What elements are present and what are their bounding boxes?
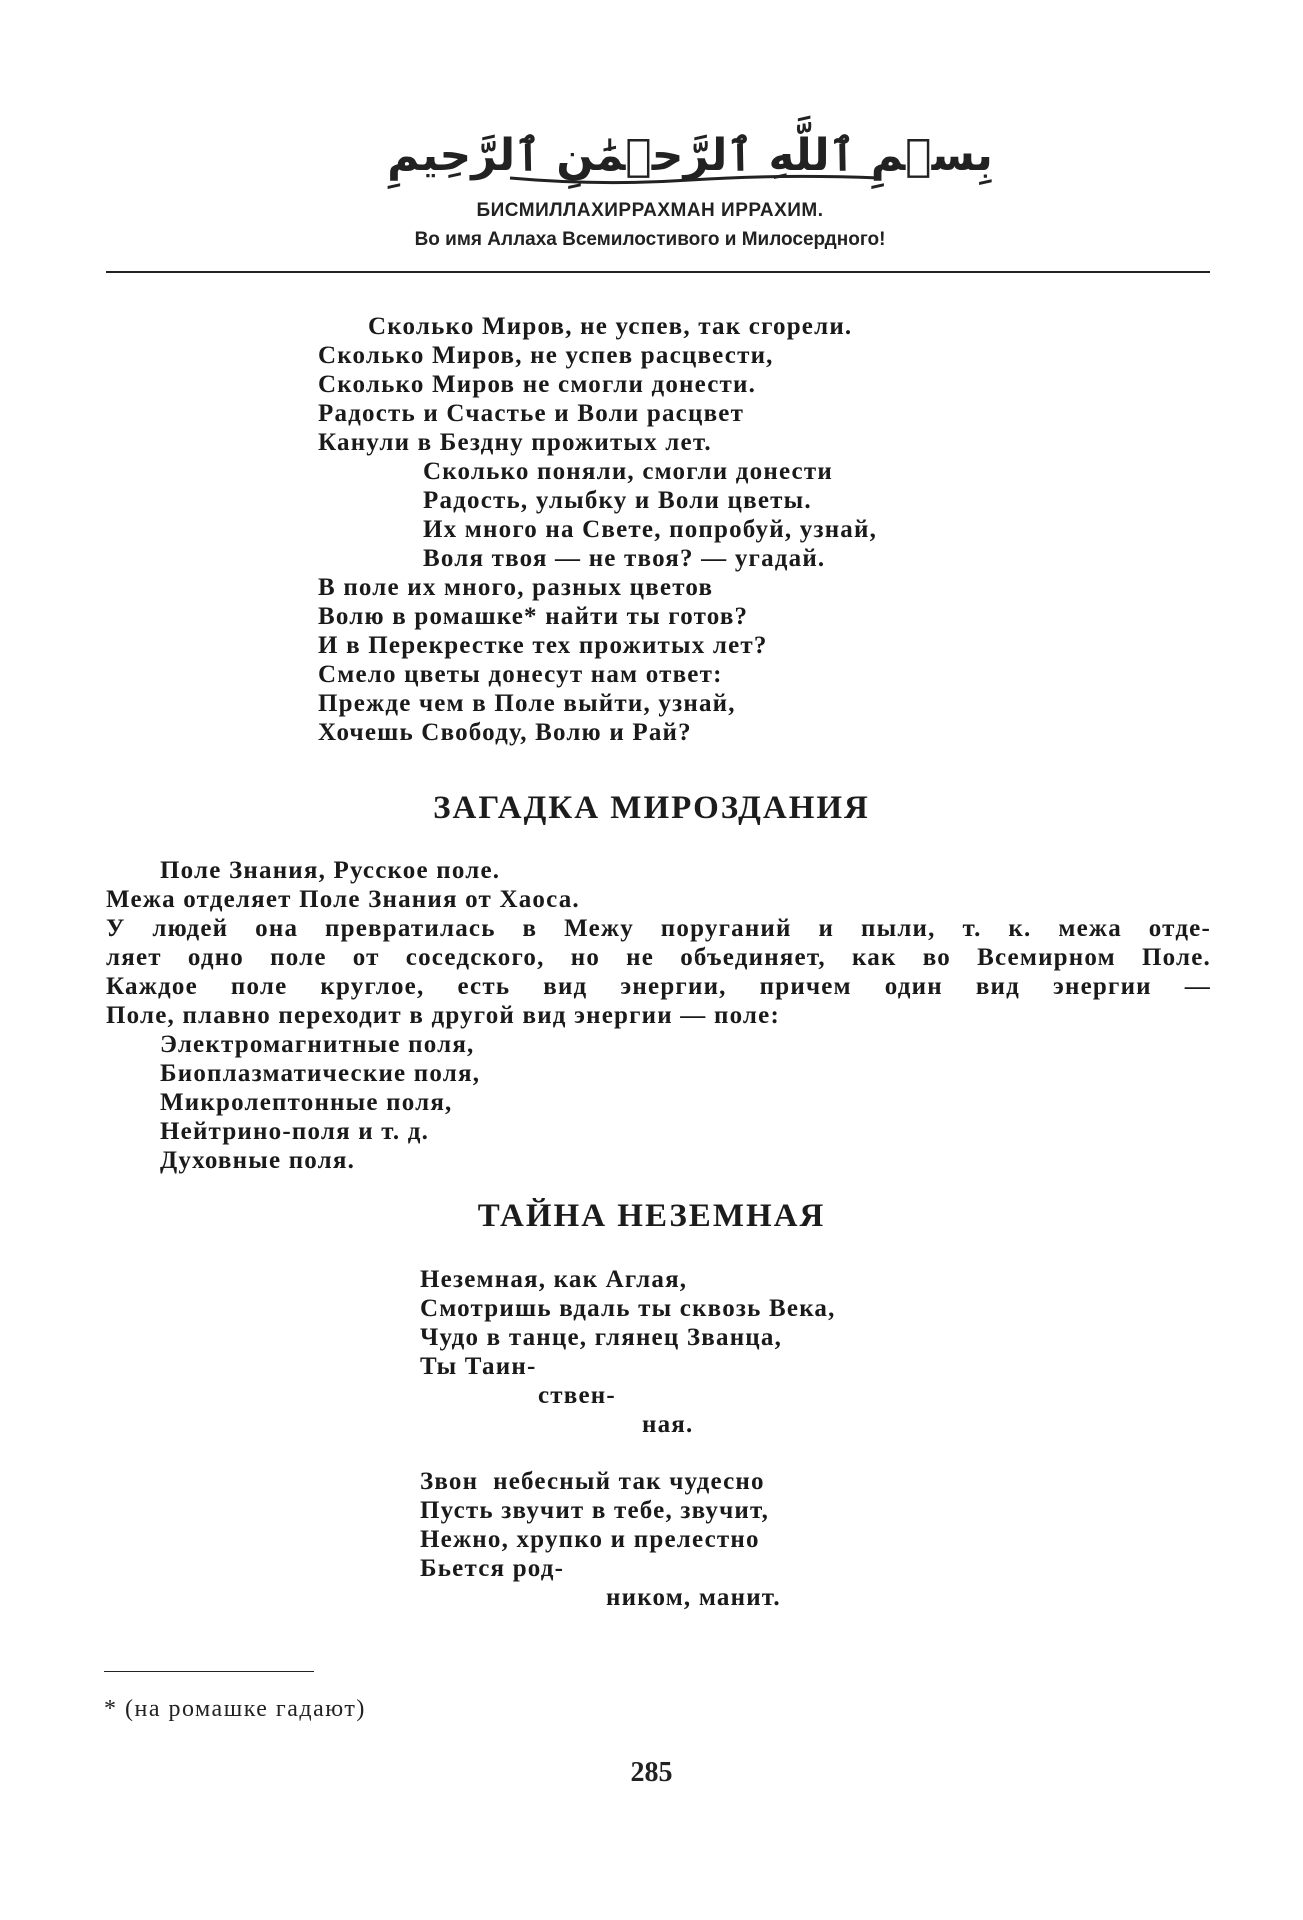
poem-line: Радость и Счастье и Воли расцвет: [318, 400, 745, 427]
bismillah-transliteration: БИСМИЛЛАХИРРАХМАН ИРРАХИМ.: [476, 200, 824, 221]
poem-line: Неземная, как Аглая,: [420, 1266, 688, 1293]
prose-line: У людей она превратилась в Межу поруганий и пыли, т. к. межа отде-: [106, 915, 1211, 942]
footnote-rule: [104, 1671, 314, 1672]
bismillah-calligraphy: [387, 108, 993, 208]
calligraphy-text: بِسۡمِ ٱللَّهِ ٱلرَّحۡمَٰنِ ٱلرَّحِيمِ: [387, 130, 993, 181]
poem-line: Хочешь Свободу, Волю и Рай?: [318, 719, 692, 746]
poem-line: ствен-: [538, 1382, 616, 1409]
list-item: Духовные поля.: [160, 1147, 356, 1174]
poem-line: Смотришь вдаль ты сквозь Века,: [420, 1295, 836, 1322]
poem-line: Сколько Миров, не успев, так сгорели.: [368, 313, 853, 340]
section-title: ТАЙНА НЕЗЕМНАЯ: [477, 1198, 826, 1234]
poem-line: Их много на Свете, попробуй, узнай,: [423, 516, 878, 543]
poem-line: Волю в ромашке* найти ты готов?: [318, 603, 749, 630]
poem-line: Канули в Бездну прожитых лет.: [318, 429, 712, 456]
poem-line: Сколько Миров, не успев расцвести,: [318, 342, 774, 369]
list-item: Электромагнитные поля,: [160, 1031, 475, 1058]
poem-line: Воля твоя — не твоя? — угадай.: [423, 545, 826, 572]
poem-line: Пусть звучит в тебе, звучит,: [420, 1497, 770, 1524]
footnote: * (на ромашке гадают): [104, 1696, 366, 1722]
poem-line: Радость, улыбку и Воли цветы.: [423, 487, 812, 514]
poem-line: Ты Таин-: [420, 1353, 537, 1380]
prose-line: Поле, плавно переходит в другой вид энергии — поле:: [106, 1002, 780, 1029]
poem-line: Прежде чем в Поле выйти, узнай,: [318, 690, 736, 717]
poem-line: Сколько Миров не смогли донести.: [318, 371, 757, 398]
list-item: Биоплазматические поля,: [160, 1060, 481, 1087]
poem-line: И в Перекрестке тех прожитых лет?: [318, 632, 768, 659]
poem-line: Бьется род-: [420, 1555, 565, 1582]
poem-line: Смело цветы донесут нам ответ:: [318, 661, 723, 688]
poem-line: Нежно, хрупко и прелестно: [420, 1526, 760, 1553]
poem-line: Звон небесный так чудесно: [420, 1468, 765, 1495]
poem-line: Чудо в танце, глянец Званца,: [420, 1324, 783, 1351]
page-number: 285: [630, 1757, 673, 1788]
poem-line: ная.: [642, 1411, 694, 1438]
header-rule: [106, 271, 1210, 273]
list-item: Нейтрино-поля и т. д.: [160, 1118, 430, 1145]
poem-line: ником, манит.: [606, 1584, 781, 1611]
prose-line: ляет одно поле от соседского, но не объединяет, как во Всемирном Поле.: [106, 944, 1211, 971]
section-title: ЗАГАДКА МИРОЗДАНИЯ: [433, 790, 870, 826]
list-item: Микролептонные поля,: [160, 1089, 453, 1116]
prose-line: Межа отделяет Поле Знания от Хаоса.: [106, 886, 580, 913]
bismillah-translation: Во имя Аллаха Всемилостивого и Милосердного!: [414, 229, 886, 250]
prose-line: Поле Знания, Русское поле.: [160, 857, 501, 884]
prose-line: Каждое поле круглое, есть вид энергии, причем один вид энергии —: [106, 973, 1211, 1000]
poem-line: Сколько поняли, смогли донести: [423, 458, 833, 485]
poem-line: В поле их много, разных цветов: [318, 574, 714, 601]
